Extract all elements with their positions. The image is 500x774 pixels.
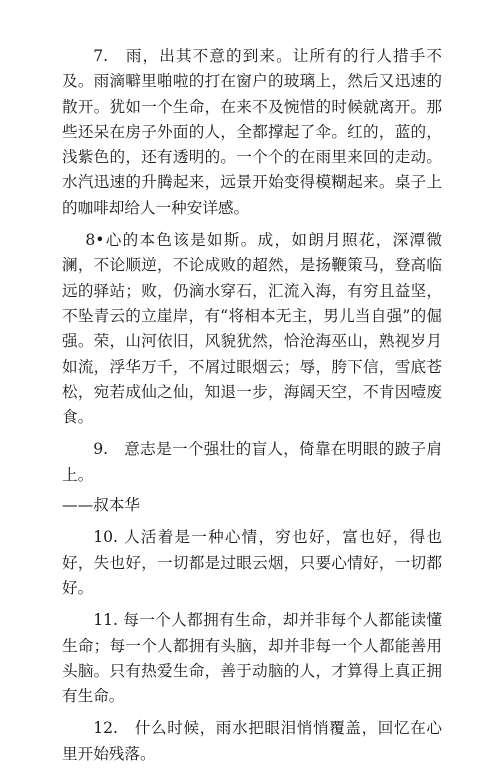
paragraph-11: 11. 每一个人都拥有生命，却并非每个人都能读懂生命；每一个人都拥有头脑，却并非每一个人都能善用头脑。只有热爱生命，善于动脑的人，才算得上真正拥有生命。 (62, 611, 442, 706)
paragraph-7: 7. 雨，出其不意的到来。让所有的行人措手不及。雨滴噼里啪啦的打在窗户的玻璃上，然后又迅速的散开。犹如一个生命，在来不及惋惜的时候就离开。那些还呆在房子外面的人，全都撑起了伞。红的，蓝的，浅紫色的，还有透明的。一个个的在雨里来回的走动。水汽迅速的升腾起来，远景开始变得模糊起来。桌子上的咖啡却给人一种安详感。 (62, 47, 442, 217)
paragraph-12: 12. 什么时候，雨水把眼泪悄悄覆盖，回忆在心里开始残落。 (62, 719, 442, 763)
document-body (62, 44, 442, 774)
paragraph-8: 8•心的本色该是如斯。成，如朗月照花，深潭微澜，不论顺逆，不论成败的超然，是扬鞭策马，登高临远的驿站；败，仍滴水穿石，汇流入海，有穷且益坚，不坠青云的立崖岸，有“将相本无主，男儿当自强”的倔强。荣，山河依旧，风貌犹然，恰沧海巫山，熟视岁月如流，浮华万千，不屑过眼烟云；辱，胯下信，雪底苍松，宛若成仙之仙，知退一步，海阔天空，不肯因噎废食。 (62, 231, 442, 427)
quote-attribution: ——叔本华 (62, 496, 140, 515)
paragraph-10: 10. 人活着是一种心情，穷也好，富也好，得也好，失也好，一切都是过眼云烟，只要心情好，一切都好。 (62, 528, 442, 597)
paragraph-9: 9. 意志是一个强壮的盲人，倚靠在明眼的跛子肩上。 (62, 440, 442, 484)
